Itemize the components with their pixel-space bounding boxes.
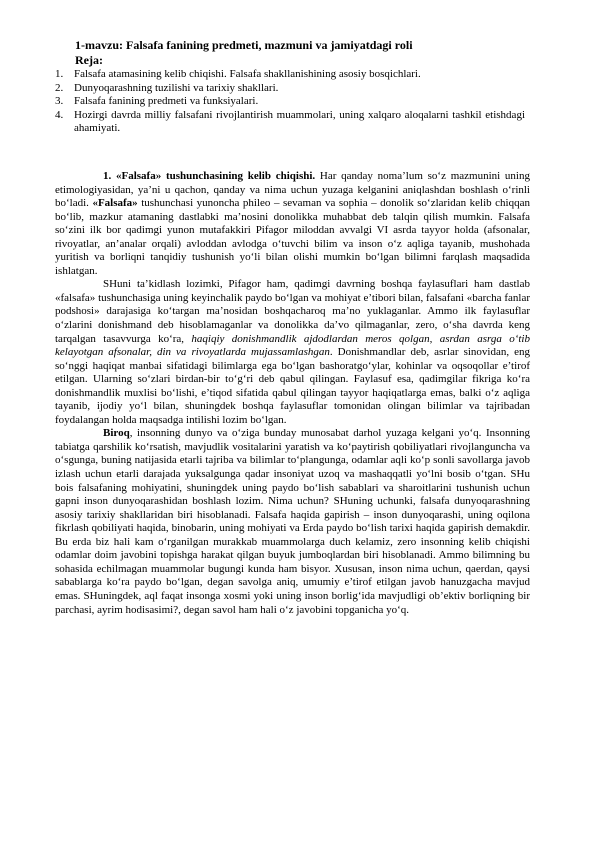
plan-list <box>55 68 525 136</box>
term-biroq: Biroq <box>103 427 130 440</box>
plan-item <box>55 82 525 96</box>
plan-item <box>55 95 525 109</box>
plan-item-number: 3. <box>55 95 64 108</box>
plan-item-number: 4. <box>55 108 64 121</box>
italic-quote: haqiqiy donishmandlik ajdodlardan meros qolgan, asrdan asrga o‘tib kelayotgan afsonalar, din va rivoyatlarda mujassamlashgan <box>55 332 530 359</box>
paragraph-text: Har qanday noma’lum so‘z mazmunini uning etimologiyasidan, ya’ni u qachon, qanday va nima uchun yuzaga kelganini aniqlashdan boshlash o‘rinli bo‘ladi. <box>55 170 530 210</box>
paragraph-text: . Donishmandlar deb, asrlar sinovidan, eng so‘nggi haqiqat manbai sifatidagi bilimlarga ega bo‘lgan bashoratgo‘ylar, kohinlar va oqsoqollar e’tirof etilgan. Ularning so‘zlari birdan-bir to‘g‘ri deb qabul qilingan. Faylasuf esa, qadimgilar fikriga ko‘ra donishmandlik muxlisi bo‘lishi, e’tiqod sifatida qabul qilingan tayyor haqiqatlarga emas, balki o‘z aqliga tayanib, ijodiy yo‘l bilan, shuningdek boshqa faylasuflar tomonidan olingan bilimlar va tajribadan foydalangan holda maqsadga intilishi lozim bo‘lgan. <box>55 346 530 426</box>
plan-item <box>55 109 525 136</box>
plan-item-text: Falsafa atamasining kelib chiqishi. Falsafa shakllanishining asosiy bosqichlari. <box>74 68 421 80</box>
plan-label: Reja: <box>75 53 103 67</box>
term-falsafa: «Falsafa» <box>92 197 138 210</box>
paragraph-2 <box>55 278 530 427</box>
plan-item <box>55 68 525 82</box>
paragraph-1 <box>55 170 530 278</box>
topic-title: 1-mavzu: Falsafa fanining predmeti, mazmuni va jamiyatdagi roli <box>75 38 413 52</box>
plan-item-text: Falsafa fanining predmeti va funksiyalari. <box>74 95 259 108</box>
section-heading: 1. «Falsafa» tushunchasining kelib chiqishi. <box>103 170 316 182</box>
paragraph-text: tushunchasi yunoncha phileo – sevaman va sophia – donolik so‘zlaridan kelib chiqqan bo‘lib, mazkur atamaning dastlabki ma’nosini donolikka muhabbat deb talqin qilish mumkin. Falsafa so‘zini ilk bor qadimgi yunon mutafakkiri Pifagor miloddan avvalgi VI asrda tayyor holda (afsonalar, rivoyatlar, an’analar orqali) avloddan avlodga o‘tuvchi bilim va inson o‘z aqliga tayanib, mushohada yuritish va borliqni tanqidiy tushunish yo‘li bilan olishi mumkin bo‘lgan bilimni farqlash maqsadida ishlatgan. <box>55 197 530 277</box>
paragraph-text: SHuni ta’kidlash lozimki, Pifagor ham, qadimgi davrning boshqa faylasuflari ham dastlab «falsafa» tushunchasiga uning keyinchalik paydo bo‘lgan va mohiyat e’tibori bilan, falsafani «barcha fanlar podshosi» darajasiga ko‘targan ma’nosidan boshqacharoq ma’no yuklaganlar. Ammo ilk faylasuflar o‘zlarini donishmand deb hisoblamaganlar va donolikka da’vo qilmaganlar, zero, o‘sha davrda keng tarqalgan tasavvurga ko‘ra, <box>55 278 530 345</box>
plan-item-number: 1. <box>55 68 64 80</box>
paragraph-text: , insonning dunyo va o‘ziga bunday munosabat darhol yuzaga kelgani yo‘q. Insonning tabiatga qarshilik ko‘rsatish, mavjudlik vositalarini yaratish va ko‘paytirish qobiliyatlari rivojlanguncha va o‘sgunga, buning natijasida etarli tajriba va bilimlar to‘plangunga, odamlar aqli ko‘p sonli savollarga javob izlash uchun etarli darajada yuksalgunga qadar insoniyat uzoq va mashaqqatli yo‘lni bosib o‘tgan. SHu bois falsafaning mohiyatini, shuningdek uning paydo bo‘lish sabablari va sharoitlarini tushunish uchun gapni inson dunyoqarashidan boshlash lozim. Nima uchun? SHuning uchunki, falsafa dunyoqarashning asosiy tarixiy shakllaridan biri hisoblanadi. Falsafa haqida gapirish – inson dunyoqarashi, uning oqilona fikrlash qobiliyati haqida, binobarin, uning mohiyati va Erda paydo bo‘lish tarixi haqida gapirish demakdir. Bu erda biz hali kam o‘rganilgan murakkab muammolarga duch kelamiz, zero insonning kelib chiqishi odamlar doim javobini topishga harakat qilgan buyuk jumboqlardan biri hisoblanadi. Ammo bilimning bu sohasida echilmagan muammolar bugungi kunda ham bisyor. Xususan, inson nima uchun, qaerdan, qaysi sabablarga ko‘ra paydo bo‘lgan, degan savolga aniq, umumiy e’tirof etilgan javob hanuzgacha mavjud emas. SHuningdek, aql faqat insonga xosmi yoki uning inson borlig‘ida mavjudligi ob’ektiv borliqning bir parchasi, ayrim hodisasimi?, degan savol ham hali o‘z javobini topganicha yo‘q. <box>55 427 530 616</box>
plan-item-text: Dunyoqarashning tuzilishi va tarixiy shakllari. <box>74 81 279 94</box>
plan-item-number: 2. <box>55 81 64 94</box>
paragraph-3 <box>55 427 530 617</box>
body-text <box>55 170 530 617</box>
plan-item-text: Hozirgi davrda milliy falsafani rivojlantirish muammolari, uning xalqaro aloqalarni tashkil etishdagi ahamiyati. <box>74 108 525 135</box>
